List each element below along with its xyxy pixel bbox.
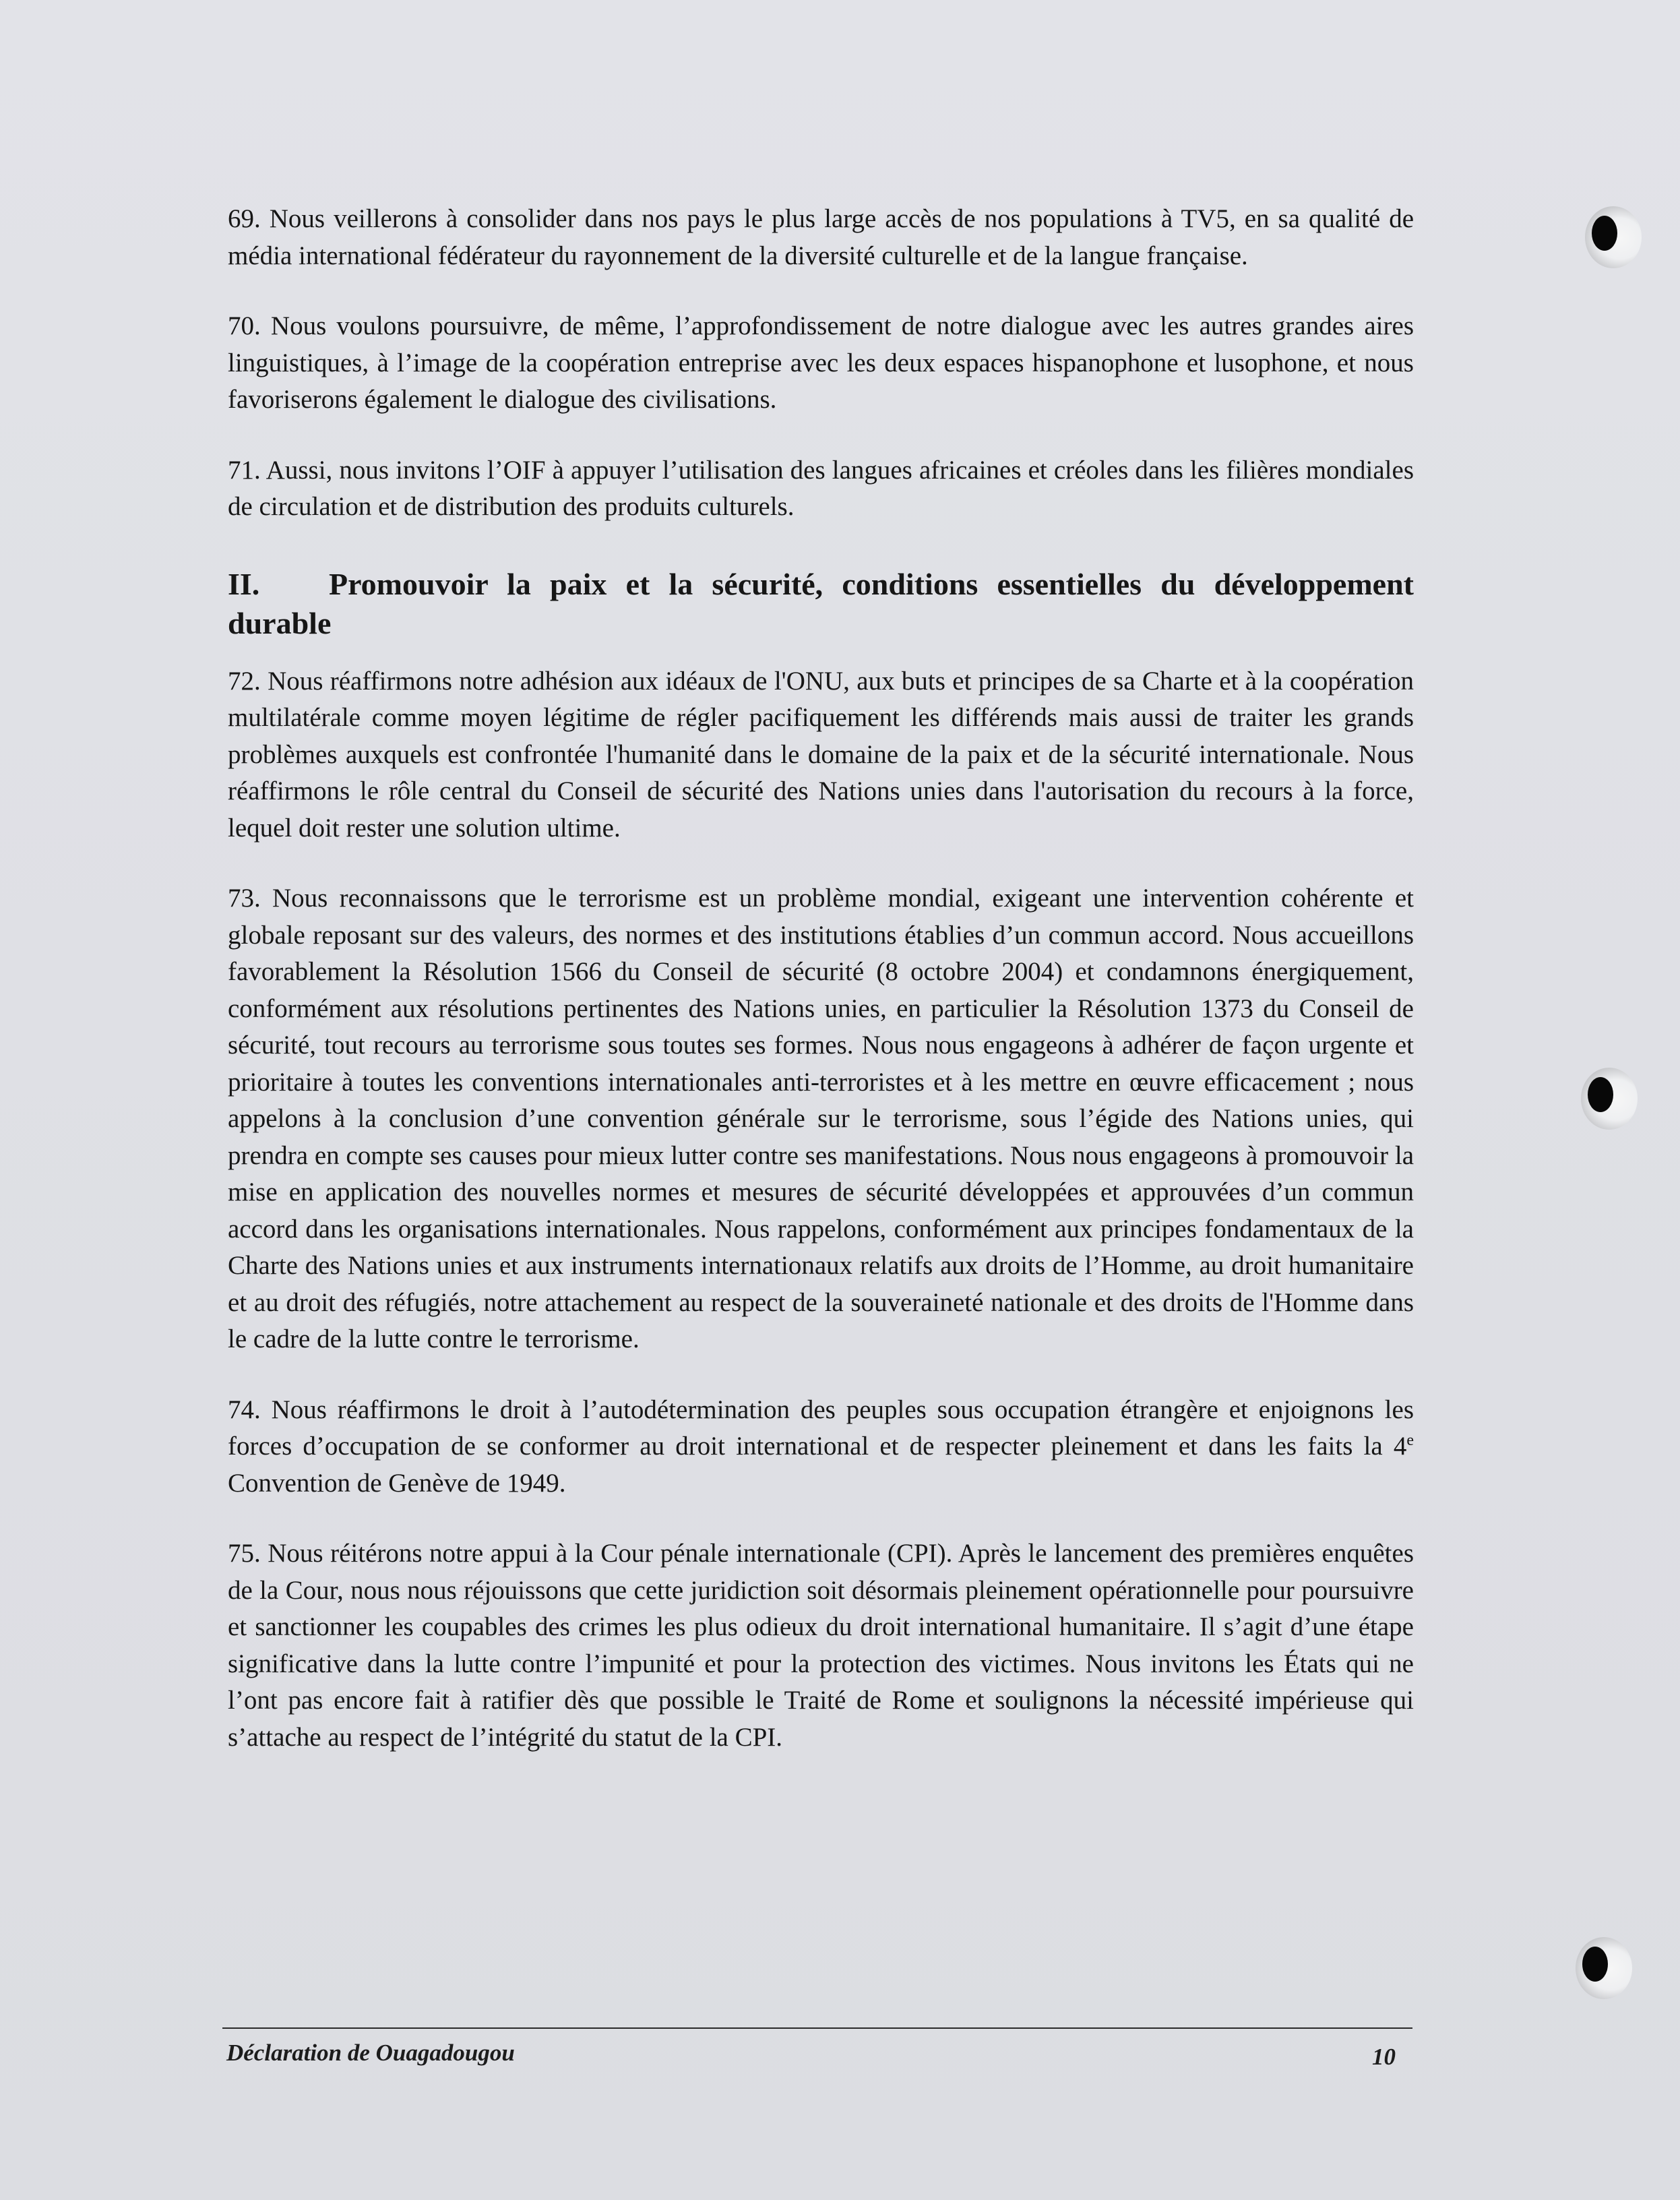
paragraph-74-text: 74. Nous réaffirmons le droit à l’autodétermination des peuples sous occupation étrangère et enjoignons les forces d’occupation de se conformer au droit international et de respecter pleinement et dans les faits la 4 — [228, 1395, 1414, 1461]
paragraph-69: 69. Nous veillerons à consolider dans nos pays le plus large accès de nos populations à TV5, en sa qualité de média international fédérateur du rayonnement de la diversité culturelle et de la langue française. — [228, 204, 1414, 270]
paragraph-73: 73. Nous reconnaissons que le terrorisme est un problème mondial, exigeant une intervention cohérente et globale reposant sur des valeurs, des normes et des institutions établies d’un commun accord. Nous accueillons favorablement la Résolution 1566 du Conseil de sécurité (8 octobre 2004) et condamnons énergiquement, conformément aux résolutions pertinentes des Nations unies, en particulier la Résolution 1373 du Conseil de sécurité, tout recours au terrorisme sous toutes ses formes. Nous nous engageons à adhérer de façon urgente et prioritaire à toutes les conventions internationales anti-terroristes et à les mettre en œuvre efficacement ; nous appelons à la conclusion d’une convention générale sur le terrorisme, sous l’égide des Nations unies, qui prendra en compte ses causes pour mieux lutter contre ses manifestations. Nous nous engageons à promouvoir la mise en application des nouvelles normes et mesures de sécurité développées et approuvées d’un commun accord dans les organisations internationales. Nous rappelons, conformément aux principes fondamentaux de la Charte des Nations unies et aux instruments internationaux relatifs aux droits de l’Homme, au droit humanitaire et au droit des réfugiés, notre attachement au respect de la souveraineté nationale et des droits de l'Homme dans le cadre de la lutte contre le terrorisme. — [228, 884, 1414, 1353]
footer-title: Déclaration de Ouagadougou — [226, 2040, 515, 2066]
punch-hole — [1585, 206, 1642, 268]
paragraph-75: 75. Nous réitérons notre appui à la Cour pénale internationale (CPI). Après le lancement des premières enquêtes de la Cour, nous nous réjouissons que cette juridiction soit désormais pleinement opérationnelle pour poursuivre et sanctionner les coupables des crimes les plus odieux du droit international humanitaire. Il s’agit d’une étape significative dans la lutte contre l’impunité et pour la protection des victimes. Nous invitons les États qui ne l’ont pas encore fait à ratifier dès que possible le Traité de Rome et soulignons la nécessité impérieuse qui s’attache au respect de l’intégrité du statut de la CPI. — [228, 1539, 1414, 1752]
section-heading — [228, 565, 1414, 643]
section-number: II. — [228, 566, 260, 601]
page-number: 10 — [1372, 2044, 1396, 2070]
footer-rule — [222, 2027, 1412, 2029]
paragraph-70: 70. Nous voulons poursuivre, de même, l’approfondissement de notre dialogue avec les autres grandes aires linguistiques, à l’image de la coopération entreprise avec les deux espaces hispanophone et lusophone, et nous favoriserons également le dialogue des civilisations. — [228, 311, 1414, 414]
ordinal-superscript: e — [1406, 1432, 1414, 1449]
section-title: Promouvoir la paix et la sécurité, conditions essentielles du développement durable — [228, 566, 1414, 640]
punch-hole — [1576, 1937, 1632, 1999]
paragraph-74 — [228, 1392, 1414, 1502]
punch-hole — [1581, 1068, 1638, 1130]
paragraph-71: 71. Aussi, nous invitons l’OIF à appuyer l’utilisation des langues africaines et créoles dans les filières mondiales de circulation et de distribution des produits culturels. — [228, 455, 1414, 521]
paragraph-72: 72. Nous réaffirmons notre adhésion aux idéaux de l'ONU, aux buts et principes de sa Charte et à la coopération multilatérale comme moyen légitime de régler pacifiquement les différends mais aussi de traiter les grands problèmes auxquels est confrontée l'humanité dans le domaine de la paix et de la sécurité internationale. Nous réaffirmons le rôle central du Conseil de sécurité des Nations unies dans l'autorisation du recours à la force, lequel doit rester une solution ultime. — [228, 666, 1414, 843]
document-body — [228, 201, 1414, 1756]
paragraph-74-text-end: Convention de Genève de 1949. — [228, 1468, 566, 1498]
